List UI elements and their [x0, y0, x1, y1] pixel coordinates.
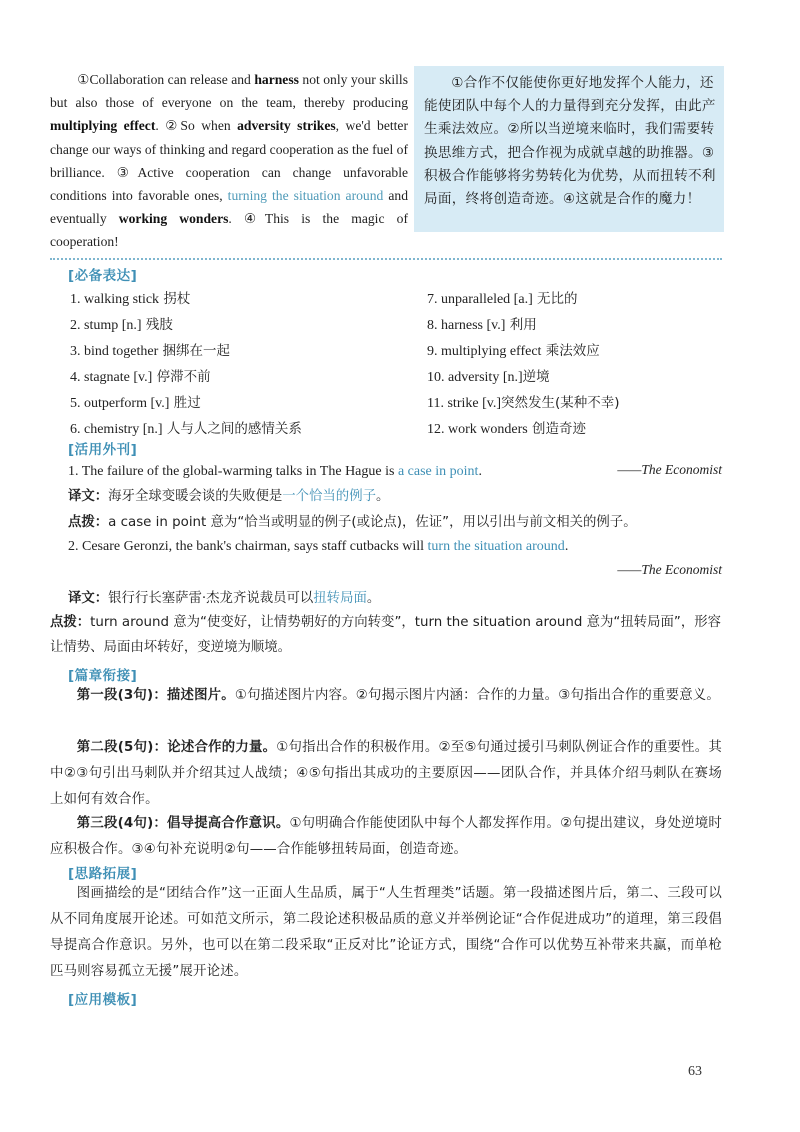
passage-keyword: working wonders	[118, 211, 229, 227]
example-source-1: ——The Economist	[617, 462, 722, 477]
chinese-translation-box	[414, 66, 724, 232]
example-sentence-2: 2. Cesare Geronzi, the bank's chairman, says staff cutbacks will turn the situation around.	[68, 539, 569, 554]
vocab-item: 6. chemistry [n.] 人与人之间的感情关系	[70, 420, 302, 437]
vocab-item: 11. strike [v.]突然发生(某种不幸)	[427, 394, 620, 411]
passage-text: not only your skills but also those of everyone on the team, thereby producing	[50, 72, 408, 111]
passage-text: ①Collaboration can release and	[77, 72, 255, 87]
structure-paragraph-3: 第三段(4句)：倡导提高合作意识。①句明确合作能使团队中每个人都发挥作用。②句提出建议，身处逆境时应积极合作。③④句补充说明②句——合作能够扭转局面，创造奇迹。	[50, 816, 722, 857]
passage-text: . ④This is the magic of cooperation!	[50, 211, 408, 250]
section-title-structure: [篇章衔接]	[68, 668, 138, 684]
vocab-item: 2. stump [n.] 残肢	[70, 316, 173, 333]
page-number: 63	[688, 1064, 702, 1079]
passage-text: . ②So when	[155, 118, 238, 134]
passage-keyword: harness	[254, 72, 299, 87]
vocab-item: 1. walking stick 拐杖	[70, 291, 191, 307]
section-title-thinking: [思路拓展]	[68, 866, 138, 882]
vocab-item: 10. adversity [n.]逆境	[427, 368, 550, 385]
dotted-divider	[50, 258, 722, 260]
english-passage	[50, 68, 408, 254]
structure-paragraph-2: 第二段(5句)：论述合作的力量。①句指出合作的积极作用。②至⑤句通过援引马刺队例证合作的重要性。其中②③句引出马刺队并介绍其过人战绩；④⑤句指出其成功的主要原因——团队合作，并具体介绍马刺队在赛场上如何有效合作。	[50, 740, 722, 807]
passage-text: and eventually	[50, 188, 409, 227]
vocab-item: 8. harness [v.] 利用	[427, 316, 537, 333]
translation-1: 译文：海牙全球变暖会谈的失败便是一个恰当的例子。	[68, 489, 390, 504]
section-title-usage: [活用外刊]	[68, 442, 138, 458]
example-source-2: ——The Economist	[617, 562, 722, 577]
tip-2: 点拨：turn around 意为“使变好，让情势朝好的方向转变”，turn the situation around 意为“扭转局面”，形容让情势、局面由坏转好，变逆境为顺境。	[50, 615, 722, 655]
translation-2: 译文：银行行长塞萨雷·杰龙齐说裁员可以扭转局面。	[68, 591, 381, 606]
tip-1: 点拨：a case in point 意为“恰当或明显的例子(或论点)，佐证”，用以引出与前文相关的例子。	[68, 515, 637, 530]
section-title-template: [应用模板]	[68, 992, 138, 1008]
translation-text: ①合作不仅能使你更好地发挥个人能力，还能使团队中每个人的力量得到充分发挥，由此产生乘法效应。②所以当逆境来临时，我们需要转换思维方式，把合作视为成就卓越的助推器。③积极合作能够将劣势转化为优势，从而扭转不利局面，终将创造奇迹。④这就是合作的魔力！	[424, 75, 716, 208]
vocab-item: 7. unparalleled [a.] 无比的	[427, 291, 578, 307]
vocab-item: 9. multiplying effect 乘法效应	[427, 342, 600, 359]
vocab-item: 5. outperform [v.] 胜过	[70, 394, 201, 411]
thinking-paragraph: 图画描绘的是“团结合作”这一正面人生品质，属于“人生哲理类”话题。第一段描述图片后，第二、三段可以从不同角度展开论述。可如范文所示，第二段论述积极品质的意义并举例论证“合作促进成功”的道理，第三段倡导提高合作意识。另外，也可以在第二段采取“正反对比”论证方式，围绕“合作可以优势互补带来共赢，而单枪匹马则容易孤立无援”展开论述。	[50, 886, 722, 979]
passage-keyword: adversity strikes	[237, 118, 336, 134]
passage-highlight: turning the situation around	[227, 188, 384, 204]
vocab-list-left	[70, 287, 302, 442]
vocab-item: 4. stagnate [v.] 停滞不前	[70, 368, 211, 385]
vocab-list-right	[427, 287, 620, 442]
passage-keyword: multiplying effect	[50, 118, 156, 134]
vocab-item: 12. work wonders 创造奇迹	[427, 420, 587, 437]
vocab-item: 3. bind together 捆绑在一起	[70, 342, 231, 359]
example-sentence-1: 1. The failure of the global-warming talks in The Hague is a case in point.	[68, 464, 482, 479]
section-title-vocab: [必备表达]	[68, 268, 138, 284]
passage-text: , we'd better change our ways of thinking and regard cooperation as the fuel of brilliance. ③Active cooperation can change unfavorable conditions into favorable ones,	[50, 118, 408, 204]
structure-paragraph-1: 第一段(3句)：描述图片。①句描述图片内容。②句揭示图片内涵：合作的力量。③句指出合作的重要意义。	[76, 688, 720, 703]
